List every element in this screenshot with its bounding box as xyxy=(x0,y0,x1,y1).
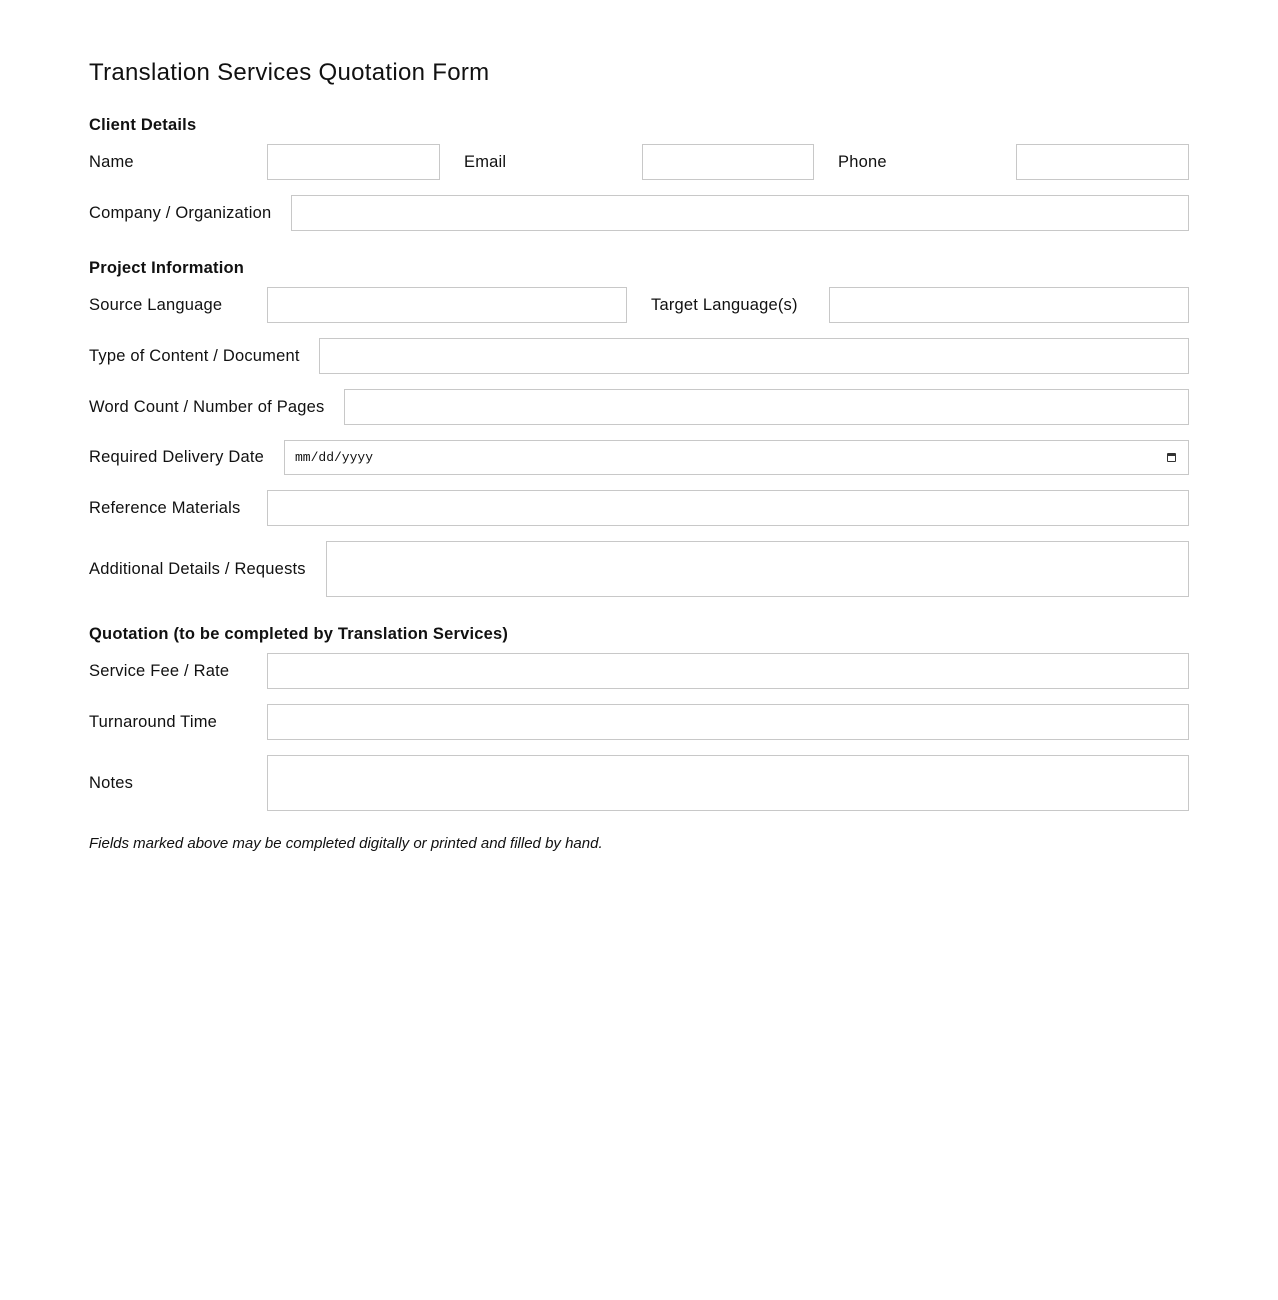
reference-input[interactable] xyxy=(267,490,1189,526)
content-type-row xyxy=(89,338,1189,374)
name-label: Name xyxy=(89,152,134,171)
turnaround-row xyxy=(89,704,1189,740)
client-contact-row xyxy=(89,144,1189,180)
additional-details-textarea[interactable] xyxy=(326,541,1189,597)
target-language-input[interactable] xyxy=(829,287,1189,323)
section-heading-quotation: Quotation (to be completed by Translation Services) xyxy=(89,625,509,643)
notes-label: Notes xyxy=(89,773,134,792)
service-fee-row xyxy=(89,653,1189,689)
service-fee-input[interactable] xyxy=(267,653,1189,689)
word-count-label: Word Count / Number of Pages xyxy=(89,397,325,416)
phone-input[interactable] xyxy=(1016,144,1189,180)
turnaround-input[interactable] xyxy=(267,704,1189,740)
company-label: Company / Organization xyxy=(89,203,272,222)
calendar-icon[interactable] xyxy=(1167,453,1176,462)
delivery-date-label: Required Delivery Date xyxy=(89,448,264,466)
section-heading-client: Client Details xyxy=(89,116,197,134)
delivery-date-input[interactable] xyxy=(284,440,1189,475)
notes-textarea[interactable] xyxy=(267,755,1189,811)
company-input[interactable] xyxy=(291,195,1189,231)
date-placeholder: mm/dd/yyyy xyxy=(295,450,374,465)
section-heading-project: Project Information xyxy=(89,259,245,277)
language-row xyxy=(89,287,1189,323)
page-title: Translation Services Quotation Form xyxy=(89,59,490,86)
content-type-input[interactable] xyxy=(319,338,1189,374)
delivery-date-row xyxy=(89,440,1189,475)
email-label: Email xyxy=(464,152,507,171)
word-count-row xyxy=(89,389,1189,425)
notes-row xyxy=(89,755,1189,811)
reference-label: Reference Materials xyxy=(89,498,241,517)
source-language-input[interactable] xyxy=(267,287,627,323)
source-language-label: Source Language xyxy=(89,295,223,314)
additional-details-label: Additional Details / Requests xyxy=(89,559,306,578)
phone-label: Phone xyxy=(838,152,887,171)
turnaround-label: Turnaround Time xyxy=(89,712,218,731)
email-input[interactable] xyxy=(642,144,814,180)
content-type-label: Type of Content / Document xyxy=(89,346,300,365)
word-count-input[interactable] xyxy=(344,389,1189,425)
company-row xyxy=(89,195,1189,231)
footer-note: Fields marked above may be completed digitally or printed and filled by hand. xyxy=(89,835,603,852)
service-fee-label: Service Fee / Rate xyxy=(89,661,230,680)
reference-row xyxy=(89,490,1189,526)
name-input[interactable] xyxy=(267,144,440,180)
additional-details-row xyxy=(89,541,1189,597)
target-language-label: Target Language(s) xyxy=(651,295,798,314)
